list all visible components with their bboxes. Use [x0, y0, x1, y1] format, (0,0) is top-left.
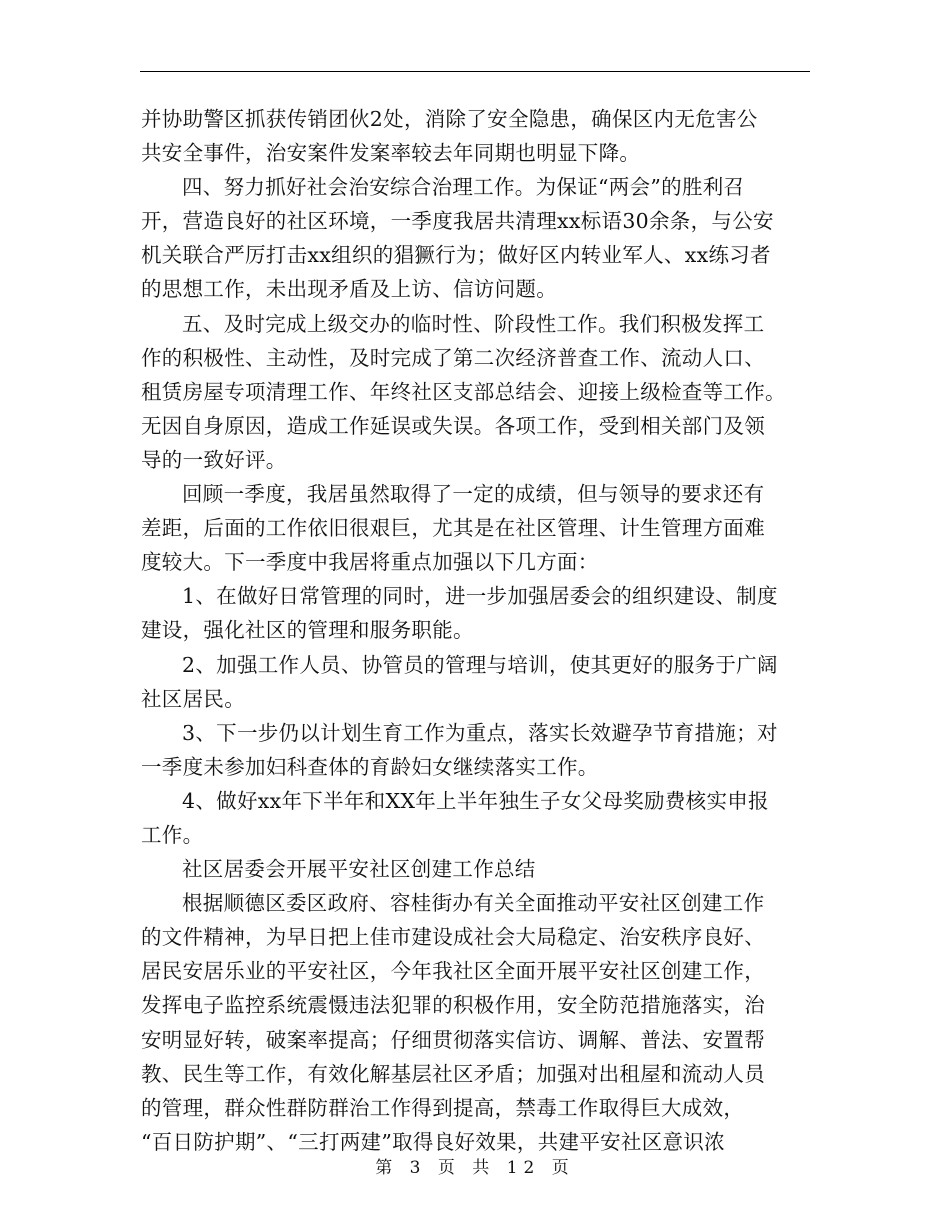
- page-number-footer: 第 3 页 共 12 页: [375, 1158, 575, 1178]
- text-line: 无因自身原因，造成工作延误或失误。各项工作，受到相关部门及领: [141, 413, 765, 438]
- text-line: 差距，后面的工作依旧很艰巨，尤其是在社区管理、计生管理方面难: [141, 516, 765, 541]
- text-line: 的文件精神，为早日把上佳市建设成社会大局稳定、治安秩序良好、: [141, 925, 765, 950]
- text-line: 发挥电子监控系统震慑违法犯罪的积极作用，安全防范措施落实，治: [141, 993, 765, 1018]
- text-line: 建设，强化社区的管理和服务职能。: [141, 618, 474, 643]
- text-line: 四、努力抓好社会治安综合治理工作。为保证“两会”的胜利召: [182, 175, 745, 200]
- text-line: 工作。: [141, 822, 204, 847]
- text-line: 五、及时完成上级交办的临时性、阶段性工作。我们积极发挥工: [182, 311, 765, 336]
- text-line: 回顾一季度，我居虽然取得了一定的成绩，但与领导的要求还有: [182, 482, 765, 507]
- text-line: 1、在做好日常管理的同时，进一步加强居委会的组织建设、制度: [182, 584, 778, 609]
- text-line: 作的积极性、主动性，及时完成了第二次经济普查工作、流动人口、: [141, 345, 765, 370]
- text-line: 3、下一步仍以计划生育工作为重点，落实长效避孕节育措施；对: [182, 720, 778, 745]
- text-line: 社区居民。: [141, 686, 245, 711]
- text-line: 根据顺德区委区政府、容桂街办有关全面推动平安社区创建工作: [182, 891, 765, 916]
- text-line: 4、做好xx年下半年和XX年上半年独生子女父母奖励费核实申报: [182, 788, 769, 813]
- text-line: 开，营造良好的社区环境，一季度我居共清理xx标语30余条，与公安: [141, 209, 774, 234]
- document-body: [141, 102, 809, 1159]
- text-line: 社区居委会开展平安社区创建工作总结: [182, 857, 536, 882]
- text-line: 度较大。下一季度中我居将重点加强以下几方面：: [141, 550, 599, 575]
- text-line: 的思想工作，未出现矛盾及上访、信访问题。: [141, 277, 557, 302]
- text-line: 租赁房屋专项清理工作、年终社区支部总结会、迎接上级检查等工作。: [141, 379, 786, 404]
- text-line: 教、民生等工作，有效化解基层社区矛盾；加强对出租屋和流动人员: [141, 1061, 765, 1086]
- text-line: 并协助警区抓获传销团伙2处，消除了安全隐患，确保区内无危害公: [141, 107, 758, 131]
- text-line: 安明显好转，破案率提高；仔细贯彻落实信访、调解、普法、安置帮: [141, 1027, 765, 1052]
- text-line: 的管理，群众性群防群治工作得到提高，禁毒工作取得巨大成效，: [141, 1095, 745, 1120]
- text-line: 机关联合严厉打击xx组织的猖獗行为；做好区内转业军人、xx练习者: [141, 243, 771, 268]
- text-line: 居民安居乐业的平安社区，今年我社区全面开展平安社区创建工作，: [141, 959, 765, 984]
- text-line: 一季度未参加妇科查体的育龄妇女继续落实工作。: [141, 754, 599, 779]
- text-line: “百日防护期”、“三打两建”取得良好效果，共建平安社区意识浓: [141, 1129, 725, 1154]
- header-rule: [140, 71, 810, 72]
- text-line: 导的一致好评。: [141, 447, 287, 472]
- text-line: 2、加强工作人员、协管员的管理与培训，使其更好的服务于广阔: [182, 652, 778, 677]
- text-line: 共安全事件，治安案件发案率较去年同期也明显下降。: [141, 141, 641, 166]
